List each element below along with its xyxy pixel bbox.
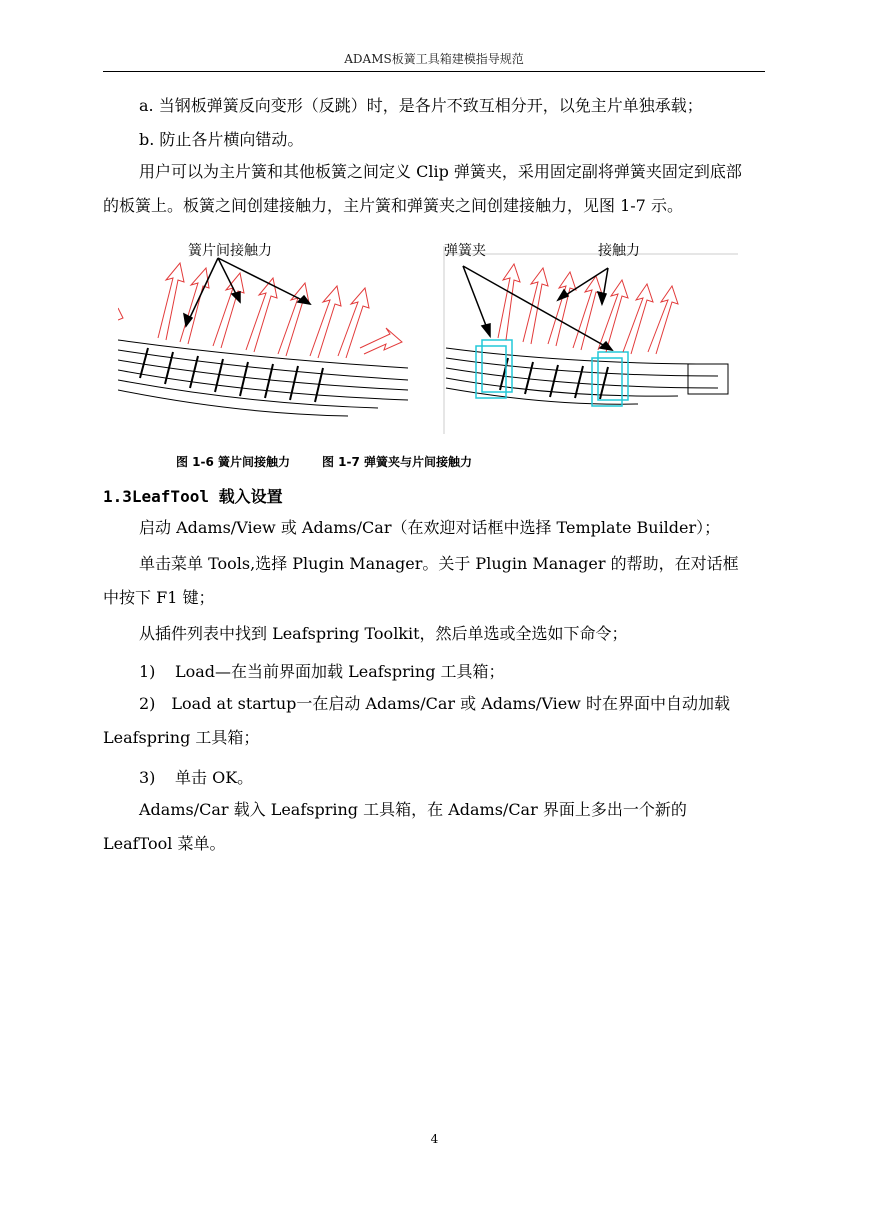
- contact-force-label: 接触力: [598, 243, 640, 259]
- paragraph-clip: 用户可以为主片簧和其他板簧之间定义 Clip 弹簧夹，采用固定副将弹簧夹固定到底部的板簧上。板簧之间创建接触力，主片簧和弹簧夹之间创建接触力，见图 1-7 示。: [103, 162, 742, 215]
- figure-caption-1-6: 图 1-6 簧片间接触力: [176, 455, 291, 469]
- section-heading: 1.3LeafTool 载入设置: [103, 487, 283, 506]
- header-rule: [103, 71, 765, 72]
- list-item-2: 2) Load at startup一在启动 Adams/Car 或 Adams/View 时在界面中自动加载 Leafspring 工具箱；: [103, 694, 730, 747]
- paragraph-plugin-manager: 单击菜单 Tools,选择 Plugin Manager。关于 Plugin Manager 的帮助，在对话框中按下 F1 键；: [103, 554, 739, 607]
- page-number: 4: [430, 1132, 439, 1146]
- list-item-3-number: 3): [139, 768, 156, 787]
- right-leaf-spring-drawing: [446, 348, 728, 404]
- left-leaf-spring-drawing: [118, 340, 408, 416]
- list-item-1-number: 1): [139, 662, 156, 681]
- spring-clip-label: 弹簧夹: [444, 243, 486, 259]
- item-a: a. 当钢板弹簧反向变形（反跳）时，是各片不致互相分开，以免主片单独承载；: [139, 96, 703, 115]
- list-item-3: [139, 765, 253, 788]
- right-contact-force-arrows: [498, 264, 678, 354]
- list-item-3-text: 单击 OK。: [175, 768, 254, 787]
- left-pointer-arrows: [184, 258, 310, 326]
- list-item-1: [139, 659, 505, 682]
- figure-caption-1-7: 图 1-7 弹簧夹与片间接触力: [322, 455, 473, 469]
- header-title: ADAMS板簧工具箱建模指导规范: [344, 52, 524, 66]
- paragraph-launch: 启动 Adams/View 或 Adams/Car（在欢迎对话框中选择 Template Builder）；: [139, 518, 721, 537]
- figure-contact-forces: [118, 238, 748, 442]
- paragraph-leaftool-menu: Adams/Car 载入 Leafspring 工具箱，在 Adams/Car 界面上多出一个新的 LeafTool 菜单。: [103, 800, 687, 853]
- left-figure-label: 簧片间接触力: [188, 243, 272, 259]
- left-contact-force-arrows: [118, 263, 402, 358]
- figure-illustration: [118, 238, 748, 438]
- right-pointer-arrows: [463, 266, 612, 350]
- paragraph-plugin-list: 从插件列表中找到 Leafspring Toolkit，然后单选或全选如下命令；: [139, 624, 628, 643]
- item-b: b. 防止各片横向错动。: [139, 130, 304, 149]
- list-item-1-text: Load—在当前界面加载 Leafspring 工具箱；: [175, 662, 505, 681]
